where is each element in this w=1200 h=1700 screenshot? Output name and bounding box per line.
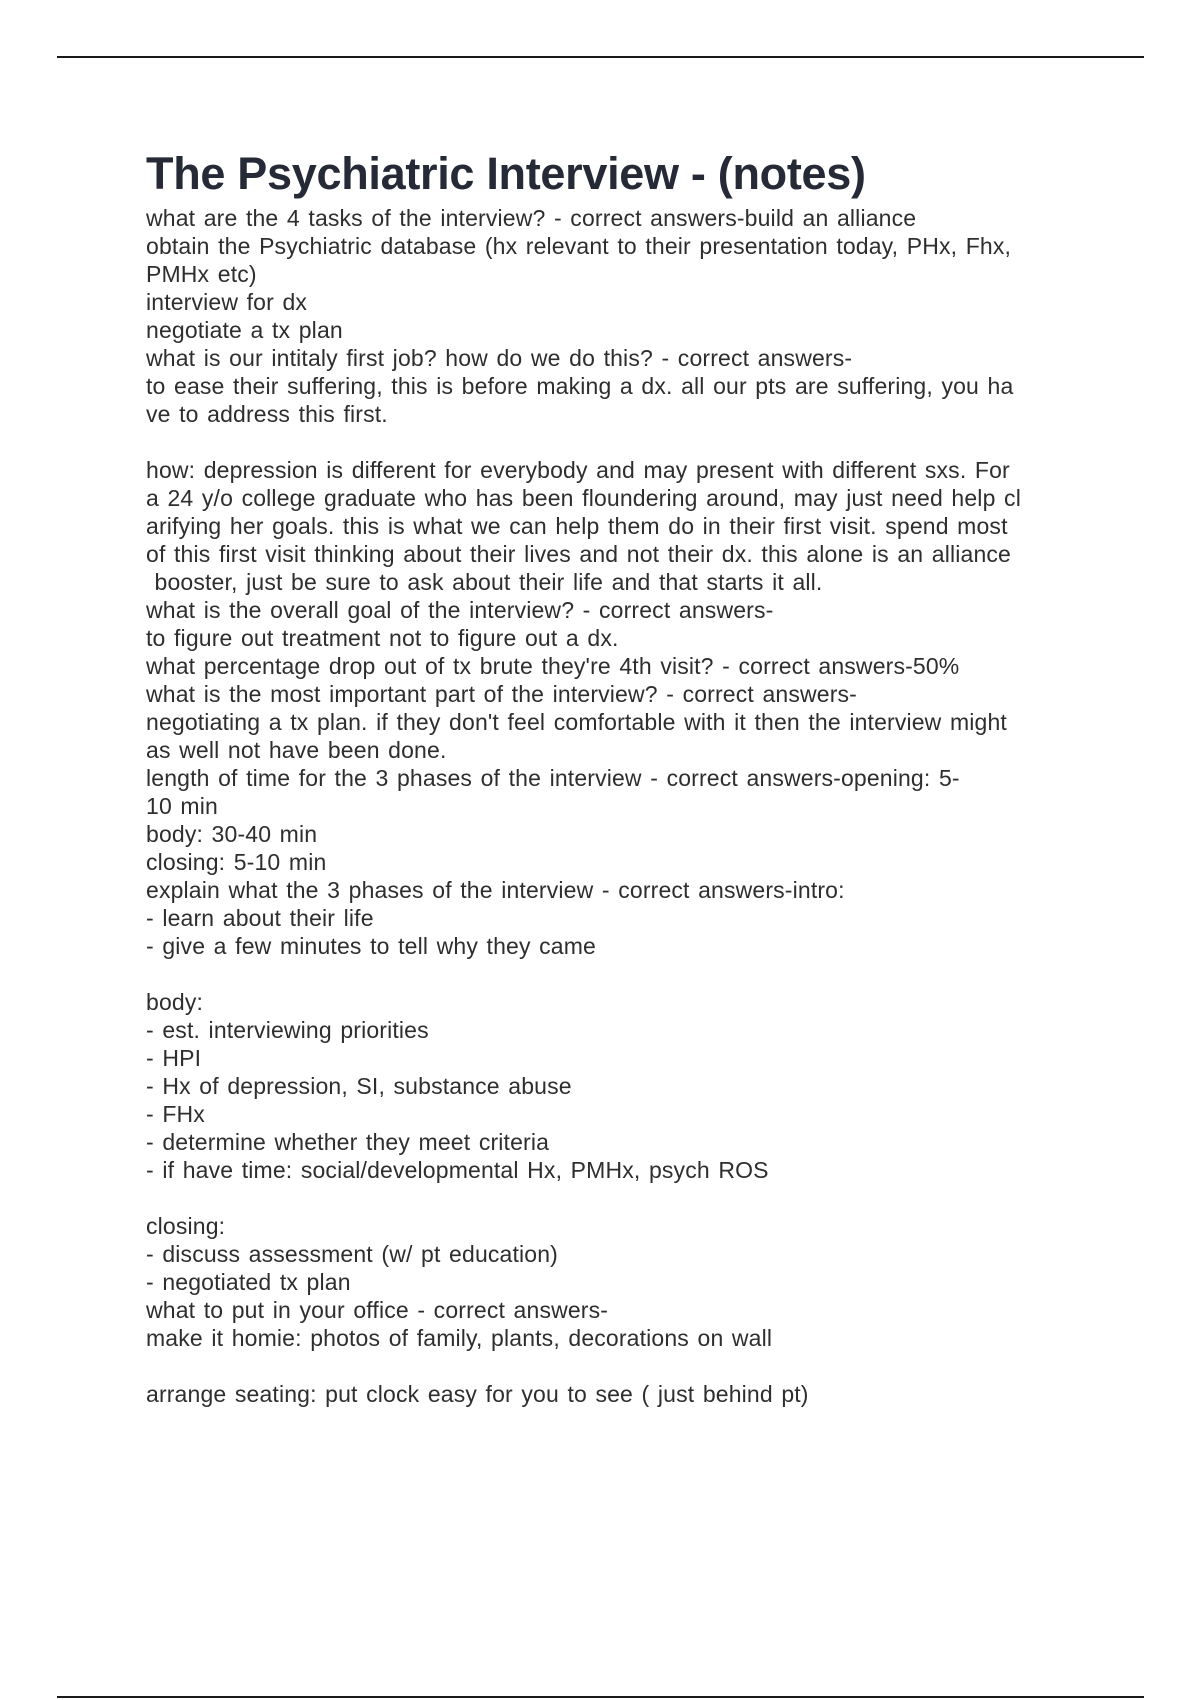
text-line: PMHx etc)	[146, 261, 257, 287]
text-line: interview for dx	[146, 289, 308, 315]
text-line: arifying her goals. this is what we can help them do in their first visit. spend most	[146, 513, 1008, 539]
document-body	[146, 146, 1096, 1408]
text-line: length of time for the 3 phases of the interview - correct answers-opening: 5-	[146, 765, 960, 791]
document-title: The Psychiatric Interview - (notes)	[146, 148, 866, 199]
text-line: what is the overall goal of the interview? - correct answers-	[146, 597, 774, 623]
text-line: - FHx	[146, 1101, 205, 1127]
text-line: - est. interviewing priorities	[146, 1017, 429, 1043]
text-line	[146, 1352, 1096, 1380]
text-line	[146, 960, 1096, 988]
text-line: closing:	[146, 1213, 226, 1239]
text-line: - HPI	[146, 1045, 202, 1071]
bottom-rule	[57, 1696, 1144, 1698]
text-line	[146, 428, 1096, 456]
text-line: - negotiated tx plan	[146, 1269, 351, 1295]
text-line: to figure out treatment not to figure out a dx.	[146, 625, 619, 651]
text-line: make it homie: photos of family, plants, decorations on wall	[146, 1325, 773, 1351]
text-line: how: depression is different for everybody and may present with different sxs. For	[146, 457, 1010, 483]
text-line: closing: 5-10 min	[146, 849, 327, 875]
text-line: a 24 y/o college graduate who has been floundering around, may just need help cl	[146, 485, 1021, 511]
text-line: negotiate a tx plan	[146, 317, 343, 343]
text-line: as well not have been done.	[146, 737, 447, 763]
text-line: body: 30-40 min	[146, 821, 318, 847]
text-line: - determine whether they meet criteria	[146, 1129, 550, 1155]
text-line: - learn about their life	[146, 905, 374, 931]
text-line: arrange seating: put clock easy for you to see ( just behind pt)	[146, 1381, 809, 1407]
text-line: ve to address this first.	[146, 401, 388, 427]
text-line: - Hx of depression, SI, substance abuse	[146, 1073, 572, 1099]
text-line	[146, 1184, 1096, 1212]
text-line: body:	[146, 989, 204, 1015]
notes-lines	[146, 204, 1096, 1408]
text-line: explain what the 3 phases of the interview - correct answers-intro:	[146, 877, 845, 903]
text-line: of this first visit thinking about their lives and not their dx. this alone is an alliance	[146, 541, 1011, 567]
text-line: obtain the Psychiatric database (hx relevant to their presentation today, PHx, Fhx,	[146, 233, 1012, 259]
text-line: - give a few minutes to tell why they came	[146, 933, 596, 959]
text-line: - if have time: social/developmental Hx, PMHx, psych ROS	[146, 1157, 769, 1183]
text-line: negotiating a tx plan. if they don't feel comfortable with it then the interview might	[146, 709, 1007, 735]
text-line: - discuss assessment (w/ pt education)	[146, 1241, 558, 1267]
text-line: 10 min	[146, 793, 218, 819]
text-line: what to put in your office - correct answers-	[146, 1297, 609, 1323]
text-line: what is the most important part of the interview? - correct answers-	[146, 681, 857, 707]
text-line: what percentage drop out of tx brute they're 4th visit? - correct answers-50%	[146, 653, 960, 679]
text-line: what are the 4 tasks of the interview? - correct answers-build an alliance	[146, 205, 917, 231]
text-line: to ease their suffering, this is before making a dx. all our pts are suffering, you ha	[146, 373, 1014, 399]
text-line: booster, just be sure to ask about their life and that starts it all.	[146, 569, 823, 595]
text-line: what is our intitaly first job? how do we do this? - correct answers-	[146, 345, 853, 371]
top-rule	[57, 56, 1144, 58]
